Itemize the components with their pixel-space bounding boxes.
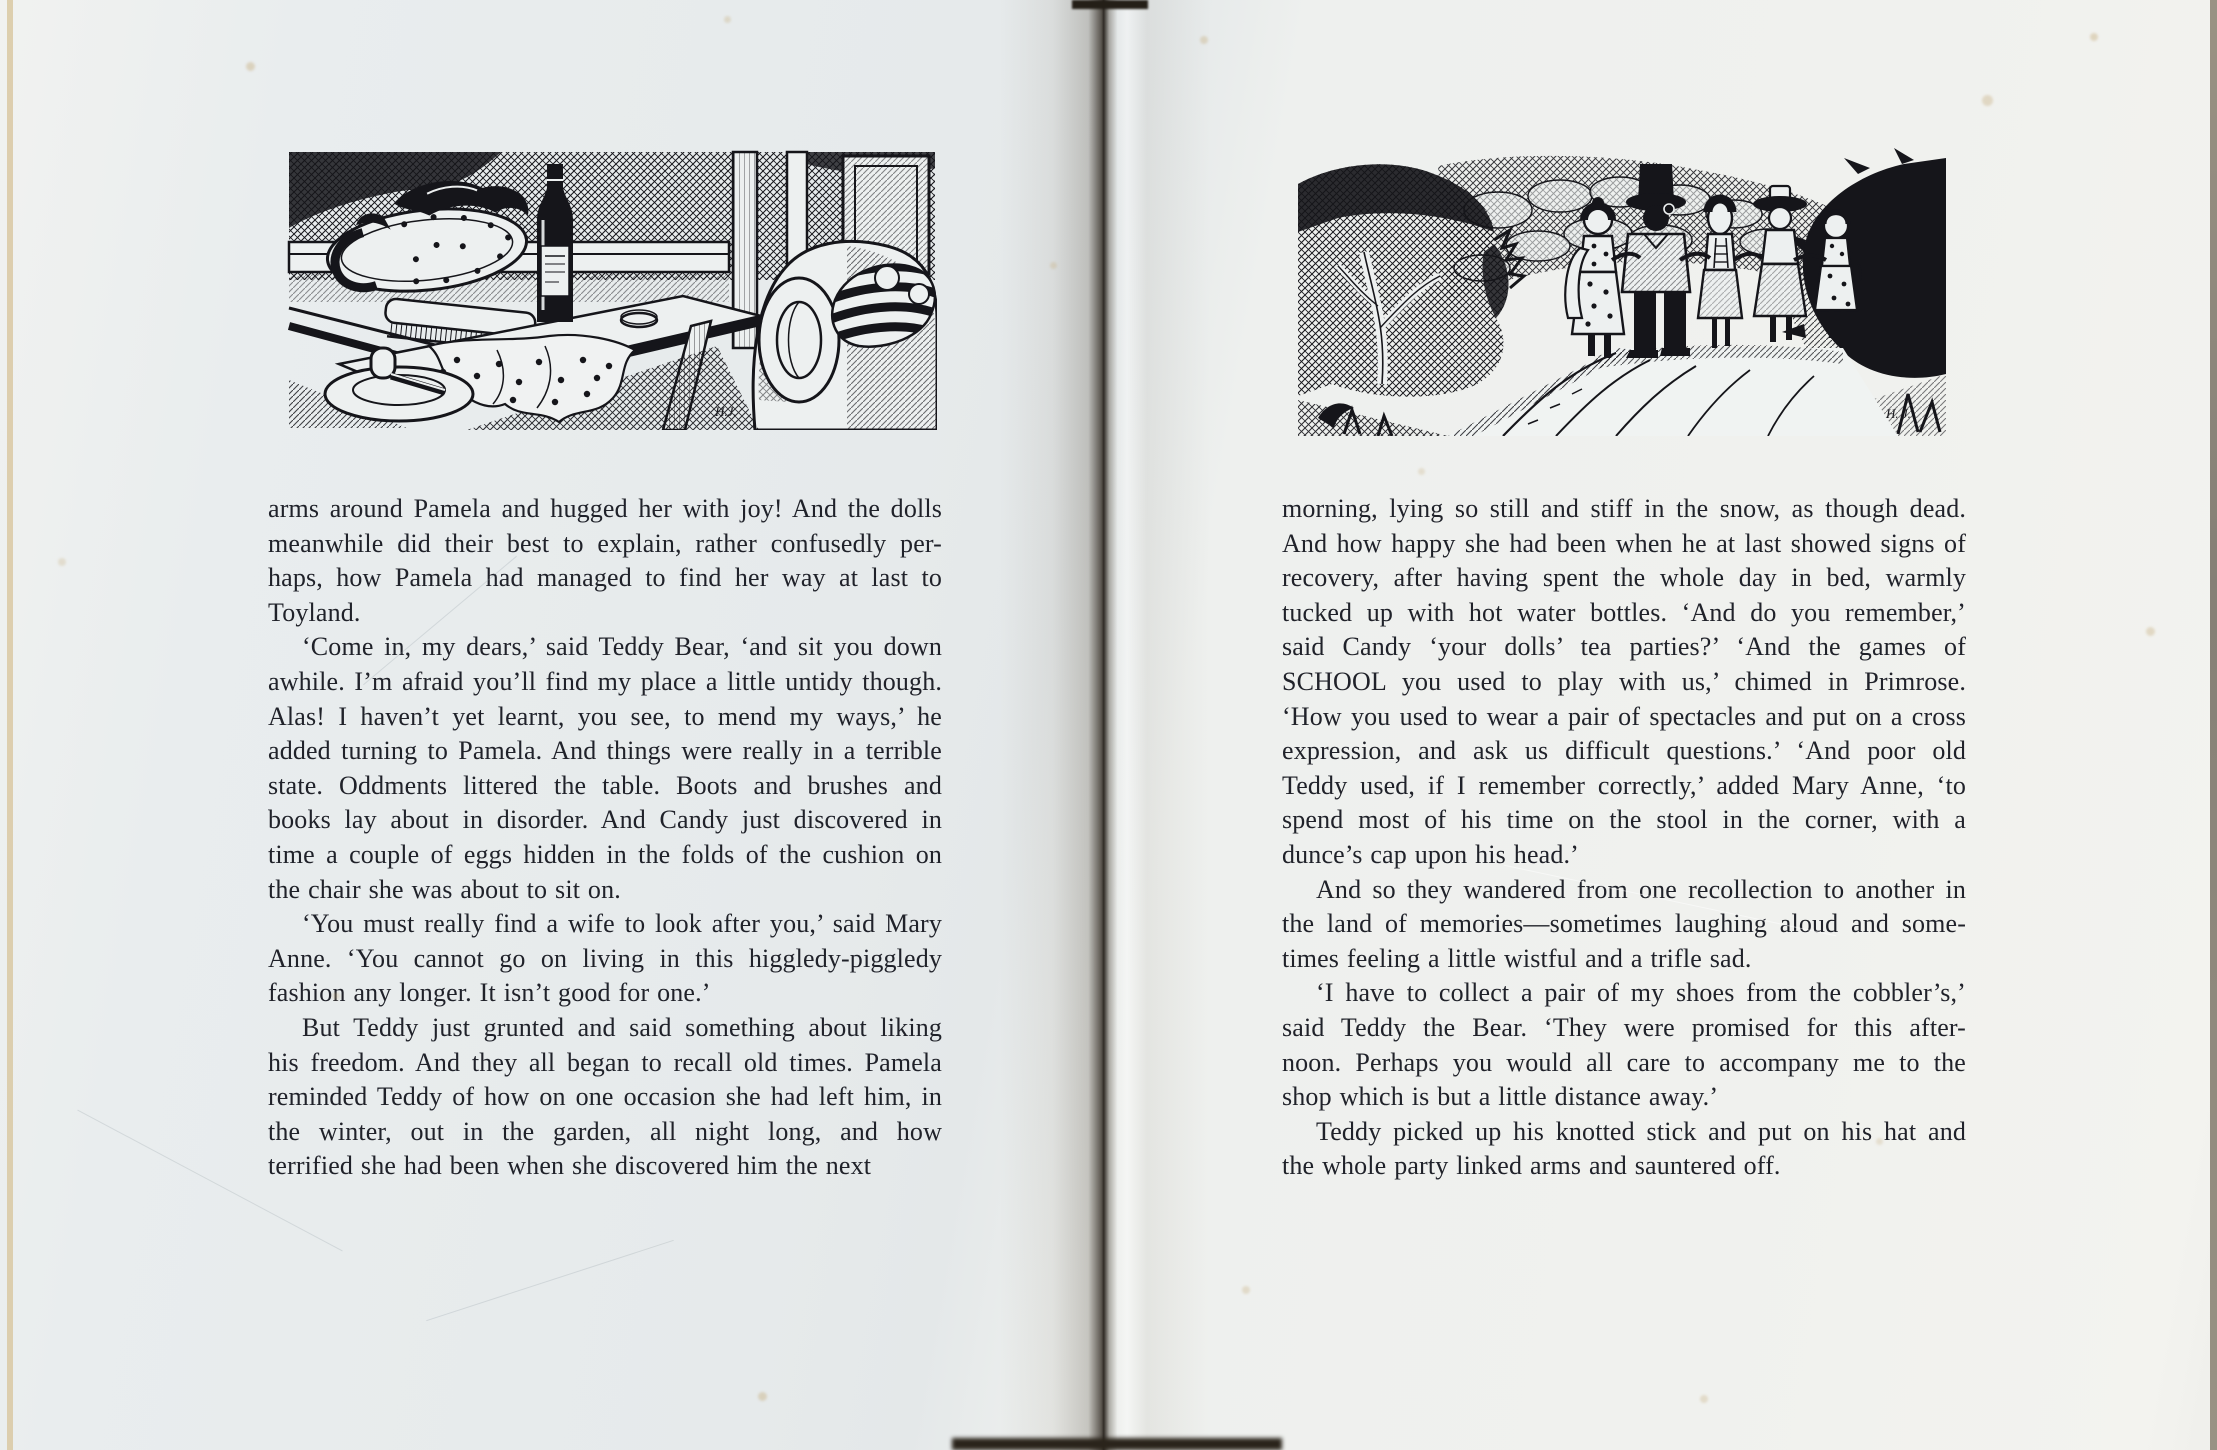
text-line: SCHOOL you used to play with us,’ chimed in Primrose. [1282, 666, 1966, 696]
text-line: shop which is but a little distance away.’ [1282, 1082, 1719, 1112]
lane-path [1448, 345, 1898, 436]
text-line: tucked up with hot water bottles. ‘And do you remember,’ [1282, 597, 1966, 627]
paragraph [268, 492, 942, 630]
text-line: Toyland. [268, 597, 361, 627]
text-line: expression, and ask us difficult questions.’ ‘And poor old [1282, 736, 1966, 766]
text-line: But Teddy just grunted and said something about liking [302, 1012, 942, 1042]
foxing-spot [332, 992, 340, 1000]
text-line: noon. Perhaps you would all care to accompany me to the [1282, 1047, 1966, 1077]
text-line: Anne. ‘You cannot go on living in this higgledy-piggledy [268, 943, 942, 973]
right-page-text [1282, 492, 1966, 1184]
foxing-spot [724, 16, 731, 23]
foxing-spot [1200, 36, 1208, 44]
text-line: meanwhile did their best to explain, rather confusedly per- [268, 528, 942, 558]
text-line: arms around Pamela and hugged her with joy! And the dolls [268, 494, 942, 523]
paragraph [1282, 976, 1966, 1114]
text-line: the land of memories—sometimes laughing aloud and some- [1282, 909, 1966, 939]
text-line: the chair she was about to sit on. [268, 874, 621, 904]
text-line: spend most of his time on the stool in the corner, with a [1282, 805, 1966, 835]
foxing-spot [1700, 1395, 1708, 1403]
left-page-text [268, 492, 942, 1184]
text-line: reminded Teddy of how on one occasion she had left him, in [268, 1082, 942, 1112]
text-line: terrified she had been when she discovered him the next [268, 1151, 872, 1181]
text-line: times feeling a little wistful and a trifle sad. [1282, 943, 1752, 973]
right-page-edge [2210, 0, 2217, 1450]
text-line: awhile. I’m afraid you’ll find my place a little untidy though. [268, 666, 942, 696]
foxing-spot [758, 1392, 767, 1401]
foxing-spot [1876, 1138, 1883, 1145]
text-line: Teddy picked up his knotted stick and put on his hat and [1316, 1116, 1966, 1146]
text-line: added turning to Pamela. And things were really in a terrible [268, 736, 942, 766]
foxing-spot [246, 62, 255, 71]
text-line: books lay about in disorder. And Candy just discovered in [268, 805, 942, 835]
text-line: his freedom. And they all began to recall old times. Pamela [268, 1047, 942, 1077]
text-line: And how happy she had been when he at last showed signs of [1282, 528, 1966, 558]
text-line: recovery, after having spent the whole day in bed, warmly [1282, 563, 1966, 593]
text-line: said Teddy the Bear. ‘They were promised for this after- [1282, 1012, 1966, 1042]
foxing-spot [1242, 1286, 1250, 1294]
paragraph [268, 1011, 942, 1184]
paragraph [1282, 492, 1966, 873]
left-illustration-signature: H.J. [715, 404, 737, 419]
text-line: morning, lying so still and stiff in the snow, as though dead. [1282, 494, 1966, 523]
gutter-bottom-shadow [952, 1438, 1282, 1450]
coaster [621, 310, 657, 327]
paragraph [268, 907, 942, 1011]
text-line: ‘You must really find a wife to look after you,’ said Mary [302, 909, 942, 939]
paper-crease [426, 1240, 674, 1321]
text-line: haps, how Pamela had managed to find her way at last to [268, 563, 942, 593]
text-line: dunce’s cap upon his head.’ [1282, 839, 1579, 869]
text-line: state. Oddments littered the table. Boots and brushes and [268, 770, 942, 800]
text-line: said Candy ‘your dolls’ tea parties?’ ‘And the games of [1282, 632, 1966, 662]
foxing-spot [1982, 95, 1993, 106]
text-line: Alas! I haven’t yet learnt, you see, to mend my ways,’ he [268, 701, 942, 731]
text-line: the whole party linked arms and sauntered off. [1282, 1151, 1781, 1181]
foxing-spot [2146, 627, 2155, 636]
gutter-top-shadow [1072, 0, 1148, 9]
foxing-spot [1050, 262, 1057, 269]
paragraph [1282, 873, 1966, 977]
foxing-spot [1418, 468, 1425, 475]
text-line: fashion any longer. It isn’t good for one.’ [268, 978, 711, 1008]
foxing-spot [2090, 33, 2098, 41]
text-line: And so they wandered from one recollection to another in [1316, 874, 1966, 904]
right-page-illustration [1298, 148, 1946, 436]
left-page-edge [7, 0, 13, 1450]
paragraph [1282, 1115, 1966, 1184]
text-line: ‘I have to collect a pair of my shoes from the cobbler’s,’ [1316, 978, 1966, 1008]
left-page-illustration [287, 150, 937, 430]
text-line: Teddy used, if I remember correctly,’ added Mary Anne, ‘to [1282, 770, 1966, 800]
page-gutter [1000, 0, 1210, 1450]
right-illustration-signature: H. J. [1886, 406, 1911, 421]
foxing-spot [58, 558, 66, 566]
text-line: ‘How you used to wear a pair of spectacles and put on a cross [1282, 701, 1966, 731]
paragraph [268, 630, 942, 907]
text-line: the winter, out in the garden, all night long, and how [268, 1116, 942, 1146]
text-line: time a couple of eggs hidden in the folds of the cushion on [268, 839, 942, 869]
text-line: ‘Come in, my dears,’ said Teddy Bear, ‘and sit you down [302, 632, 942, 662]
